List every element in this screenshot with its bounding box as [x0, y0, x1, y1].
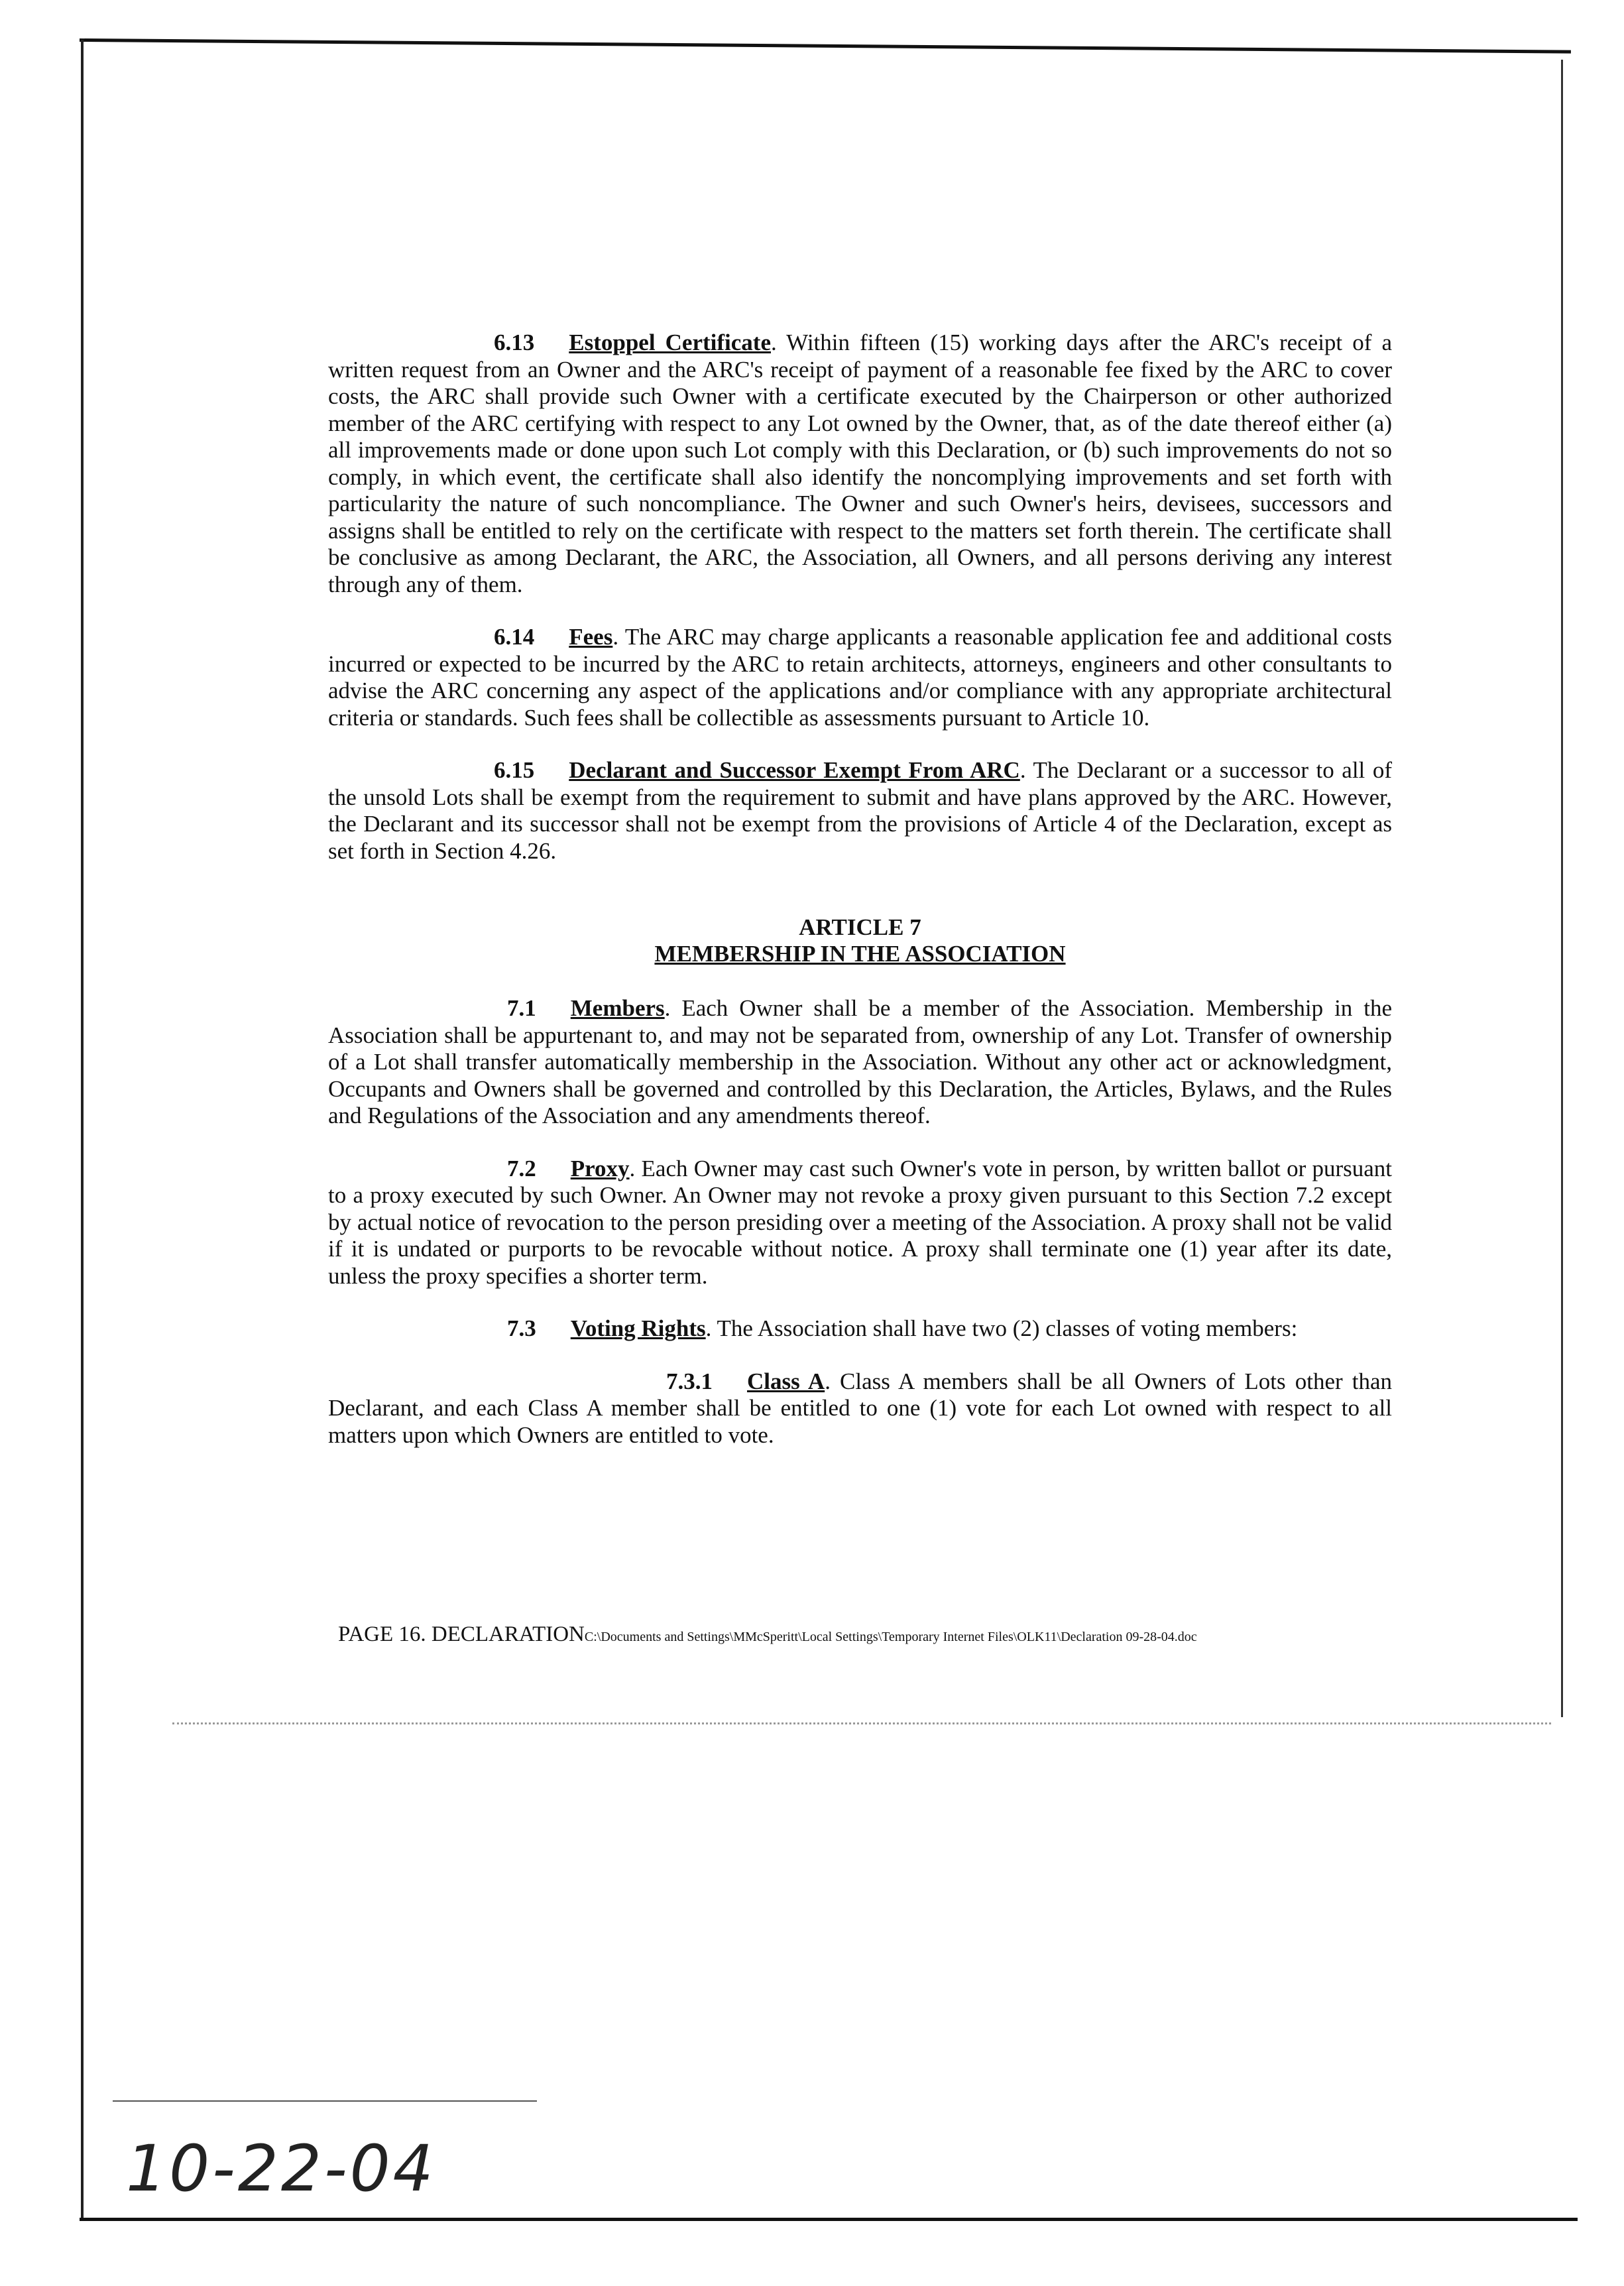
section-text: . The Association shall have two (2) classes of voting members: [705, 1315, 1298, 1341]
section-7-1 [328, 995, 1392, 1130]
section-heading: Estoppel Certificate [569, 330, 771, 355]
section-7-3 [328, 1315, 1392, 1343]
article-label: ARTICLE 7 [799, 914, 921, 940]
page-border-left [81, 40, 84, 2221]
article-heading [328, 914, 1392, 967]
section-text: . Within fifteen (15) working days after the ARC's receipt of a written request from an Owner and the ARC's receipt of payment of a reasonable fee fixed by the ARC to cover costs, the ARC shall provide such Owner with a certificate executed by the Chairperson or other authorized member of the ARC certifying with respect to any Lot owned by the Owner, that, as of the date thereof either (a) all improvements made or done upon such Lot comply with this Declaration, or (b) such improvements do not so comply, in which event, the certificate shall also identify the noncomplying improvements and set forth with particularity the nature of such noncompliance. The Owner and such Owner's heirs, devisees, successors and assigns shall be entitled to rely on the certificate with respect to the matters set forth therein. The certificate shall be conclusive as among Declarant, the ARC, the Association, all Owners, and all persons deriving any interest through any of them. [328, 330, 1393, 597]
section-number: 7.3 [507, 1315, 536, 1341]
section-heading: Members [570, 995, 665, 1021]
section-text: . The ARC may charge applicants a reasonable application fee and additional costs incurred or expected to be incurred by the ARC to retain architects, attorneys, engineers and other consultants to advise the ARC concerning any aspect of the applications and/or compliance with any appropriate architectural criteria or standards. Such fees shall be collectible as assessments pursuant to Article 10. [328, 624, 1392, 731]
footer-page-label: PAGE 16. DECLARATION [338, 1622, 585, 1646]
section-number: 6.14 [494, 624, 535, 650]
section-6-14 [328, 624, 1392, 731]
section-number: 7.1 [507, 995, 536, 1021]
page-border-right [1561, 60, 1563, 1717]
section-heading: Proxy [570, 1155, 630, 1181]
section-heading: Class A [747, 1368, 825, 1394]
section-heading: Fees [569, 624, 613, 650]
section-number: 7.2 [507, 1155, 536, 1181]
section-text: . Class A members shall be all Owners of Lots other than Declarant, and each Class A member shall be entitled to one (1) vote for each Lot owned with respect to all matters upon which Owners are entitled to vote. [328, 1368, 1392, 1448]
section-text: . The Declarant or a successor to all of the unsold Lots shall be exempt from the requirement to submit and have plans approved by the ARC. However, the Declarant and its successor shall not be exempt from the provisions of Article 4 of the Declaration, except as set forth in Section 4.26. [328, 757, 1392, 864]
document-body [328, 330, 1392, 1449]
section-7-3-1 [328, 1368, 1392, 1449]
date-rule [113, 2100, 537, 2102]
article-title: MEMBERSHIP IN THE ASSOCIATION [654, 941, 1066, 967]
section-6-13 [328, 330, 1392, 598]
section-number: 7.3.1 [666, 1368, 713, 1394]
section-6-15 [328, 757, 1392, 865]
scan-artifact-line [172, 1722, 1551, 1724]
section-heading: Declarant and Successor Exempt From ARC [569, 757, 1020, 783]
footer-file-path: C:\Documents and Settings\MMcSperitt\Local Settings\Temporary Internet Files\OLK11\Declaration 09-28-04.doc [584, 1630, 1197, 1644]
handwritten-date: 10-22-04 [126, 2132, 436, 2206]
section-7-2 [328, 1156, 1392, 1290]
page-footer [338, 1622, 1197, 1647]
section-heading: Voting Rights [570, 1315, 706, 1341]
page-border-bottom [80, 2218, 1578, 2221]
page-border-top [80, 38, 1571, 54]
section-number: 6.15 [494, 757, 535, 783]
section-text: . Each Owner may cast such Owner's vote in person, by written ballot or pursuant to a proxy executed by such Owner. An Owner may not revoke a proxy given pursuant to this Section 7.2 except by actual notice of revocation to the person presiding over a meeting of the Association. A proxy shall not be valid if it is undated or purports to be revocable without notice. A proxy shall terminate one (1) year after its date, unless the proxy specifies a shorter term. [328, 1155, 1392, 1289]
section-number: 6.13 [494, 330, 535, 355]
section-text: . Each Owner shall be a member of the Association. Membership in the Association shall be appurtenant to, and may not be separated from, ownership of any Lot. Transfer of ownership of a Lot shall transfer automatically membership in the Association. Without any other act or acknowledgment, Occupants and Owners shall be governed and controlled by this Declaration, the Articles, Bylaws, and the Rules and Regulations of the Association and any amendments thereof. [328, 995, 1392, 1128]
